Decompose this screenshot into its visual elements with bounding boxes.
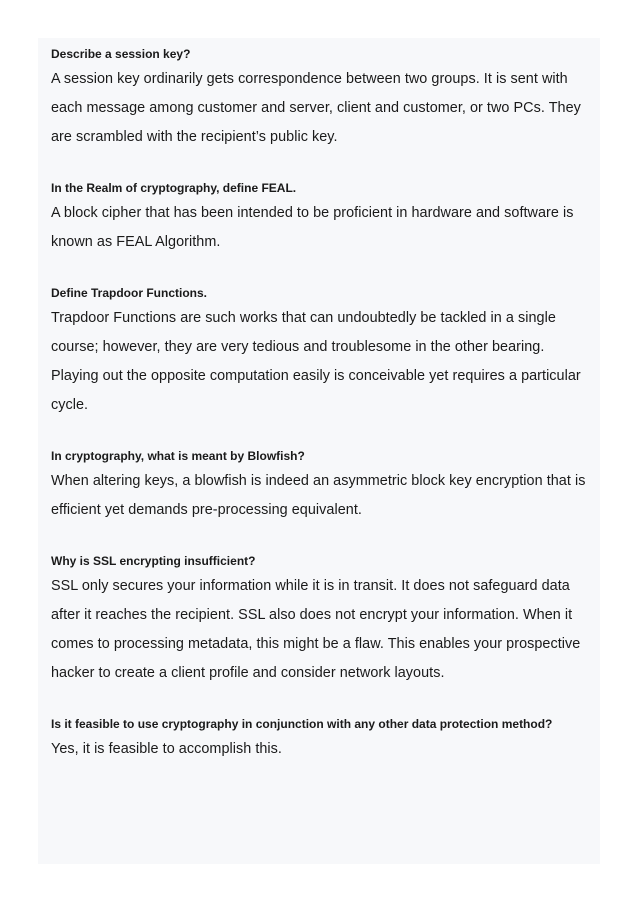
qa-item-session-key	[51, 46, 587, 152]
qa-item-ssl	[51, 553, 587, 688]
spacer	[51, 257, 587, 285]
question-heading: Why is SSL encrypting insufficient?	[51, 554, 256, 568]
question-heading: Is it feasible to use cryptography in conjunction with any other data protection method?	[51, 717, 553, 731]
spacer	[51, 525, 587, 553]
answer-text: When altering keys, a blowfish is indeed an asymmetric block key encryption that is efficient yet demands pre-processing equivalent.	[51, 473, 586, 518]
answer-text: A block cipher that has been intended to be proficient in hardware and software is known as FEAL Algorithm.	[51, 205, 574, 250]
question-heading: In cryptography, what is meant by Blowfish?	[51, 449, 305, 463]
faq-panel	[38, 38, 600, 864]
answer-text: A session key ordinarily gets correspondence between two groups. It is sent with each message among customer and server, client and customer, or two PCs. They are scrambled with the recipient’s public key.	[51, 71, 581, 145]
question-heading: Define Trapdoor Functions.	[51, 286, 208, 300]
qa-item-feal	[51, 180, 587, 257]
answer-text: SSL only secures your information while it is in transit. It does not safeguard data after it reaches the recipient. SSL also does not encrypt your information. When it comes to processing metadata, this might be a flaw. This enables your prospective hacker to create a client profile and consider network layouts.	[51, 578, 581, 681]
question-heading: Describe a session key?	[51, 47, 191, 61]
question-heading: In the Realm of cryptography, define FEAL.	[51, 181, 297, 195]
qa-item-trapdoor	[51, 285, 587, 420]
answer-text: Yes, it is feasible to accomplish this.	[51, 741, 282, 757]
spacer	[51, 152, 587, 180]
spacer	[51, 420, 587, 448]
qa-item-data-protection	[51, 716, 587, 764]
spacer	[51, 688, 587, 716]
answer-text: Trapdoor Functions are such works that can undoubtedly be tackled in a single course; however, they are very tedious and troublesome in the other bearing. Playing out the opposite computation easily is conceivable yet requires a particular cycle.	[51, 310, 581, 413]
qa-item-blowfish	[51, 448, 587, 525]
